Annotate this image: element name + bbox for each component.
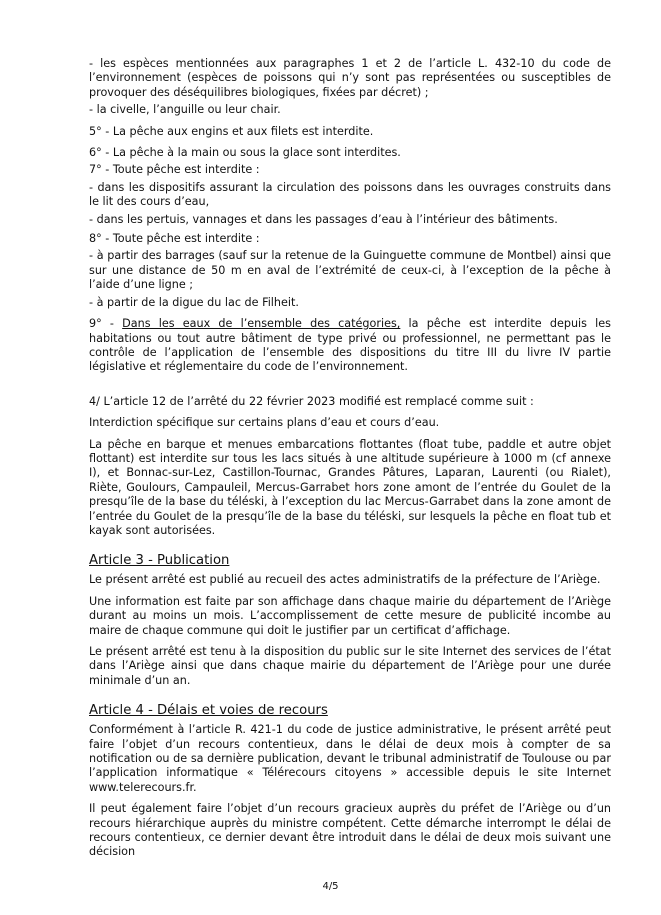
paragraph-rule-8-barrages: - à partir des barrages (sauf sur la retenue de la Guinguette commune de Montbel) ainsi que sur une distance de 50 m en aval de l’extrémité de ceux-ci, à l’exception de la pêche à l’aide d’une ligne ; <box>89 249 611 292</box>
paragraph-rule-7: 7° - Toute pêche est interdite : <box>89 163 260 177</box>
paragraph-rule-6: 6° - La pêche à la main ou sous la glace sont interdites. <box>89 146 401 160</box>
paragraph-rule-5: 5° - La pêche aux engins et aux filets est interdite. <box>89 124 374 138</box>
rule-9-prefix: 9° - <box>89 317 123 331</box>
article-3-paragraph-2: Une information est faite par son affichage dans chaque mairie du département de l’Ariège durant au moins un mois. L’accomplissement de cette mesure de publicité incombe au maire de chaque commune qui doit le justifier par un certificat d’affichage. <box>89 594 611 637</box>
paragraph-interdiction-title: Interdiction spécifique sur certains plans d’eau et cours d’eau. <box>89 416 440 430</box>
article-4-paragraph-1: Conformément à l’article R. 421-1 du code de justice administrative, le présent arrêté peut faire l’objet d’un recours contentieux, dans le délai de deux mois à compter de sa notification ou de sa dernière publication, devant le tribunal administratif de Toulouse ou par l’application informatique « Télérecours citoyens » accessible depuis le site Internet www.telerecours.fr. <box>89 723 611 794</box>
paragraph-rule-8-digue: - à partir de la digue du lac de Filheit. <box>89 295 299 309</box>
article-3-paragraph-3: Le présent arrêté est tenu à la disposition du public sur le site Internet des services de l’état dans l’Ariège ainsi que dans chaque mairie du département de l’Ariège pour une durée minimale d’un an. <box>89 645 611 687</box>
page-number: 4/5 <box>322 881 339 892</box>
article-4-heading: Article 4 - Délais et voies de recours <box>89 703 328 719</box>
article-3-paragraph-1: Le présent arrêté est publié au recueil des actes administratifs de la préfecture de l’Ariège. <box>89 573 601 587</box>
paragraph-species: - les espèces mentionnées aux paragraphes 1 et 2 de l’article L. 432-10 du code de l’environnement (espèces de poissons qui n’y sont pas représentées ou susceptibles de provoquer des déséquilibres biologiques, fixées par décret) ; <box>89 57 611 99</box>
paragraph-rule-8: 8° - Toute pêche est interdite : <box>89 232 260 246</box>
article-4-paragraph-2: Il peut également faire l’objet d’un recours gracieux auprès du préfet de l’Ariège ou d’un recours hiérarchique auprès du ministre compétent. Cette démarche interrompt le délai de recours contentieux, ce dernier devant être introduit dans le délai de deux mois suivant une décision <box>89 802 611 859</box>
paragraph-rule-7-dispositifs: - dans les dispositifs assurant la circulation des poissons dans les ouvrages construits dans le lit des cours d’eau, <box>89 180 611 209</box>
article-3-heading: Article 3 - Publication <box>89 553 230 569</box>
paragraph-rule-7-pertuis: - dans les pertuis, vannages et dans les passages d’eau à l’intérieur des bâtiments. <box>89 212 558 226</box>
paragraph-civelle: - la civelle, l’anguille ou leur chair. <box>89 103 281 117</box>
document-page <box>89 57 611 860</box>
paragraph-rule-9 <box>89 317 611 375</box>
paragraph-article-12-intro: 4/ L’article 12 de l’arrêté du 22 février 2023 modifié est remplacé comme suit : <box>89 394 534 408</box>
rule-9-underlined: Dans les eaux de l’ensemble des catégories, <box>122 317 401 331</box>
paragraph-barque: La pêche en barque et menues embarcations flottantes (float tube, paddle et autre objet flottant) est interdite sur tous les lacs situés à une altitude supérieure à 1000 m (cf annexe I), et Bonnac-sur-Lez, Castillon-Tournac, Grandes Pâtures, Laparan, Laurenti (ou Rialet), Riète, Goulours, Campauleil, Mercus-Garrabet hors zone amont de l’entrée du Goulet de la presqu’île de la base du téléski, à l’exception du lac Mercus-Garrabet dans la zone amont de l’entrée du Goulet de la presqu’île de la base du téléski, sur lesquels la pêche en float tub et kayak sont autorisées. <box>89 437 611 537</box>
rule-9-text: la pêche est interdite depuis les habitations ou tout autre bâtiment de type privé ou professionnel, ne permettant pas le contrôle de l’application de l’ensemble des dispositions du titre III du livre IV partie législative et réglementaire du code de l’environnement. <box>89 317 611 374</box>
